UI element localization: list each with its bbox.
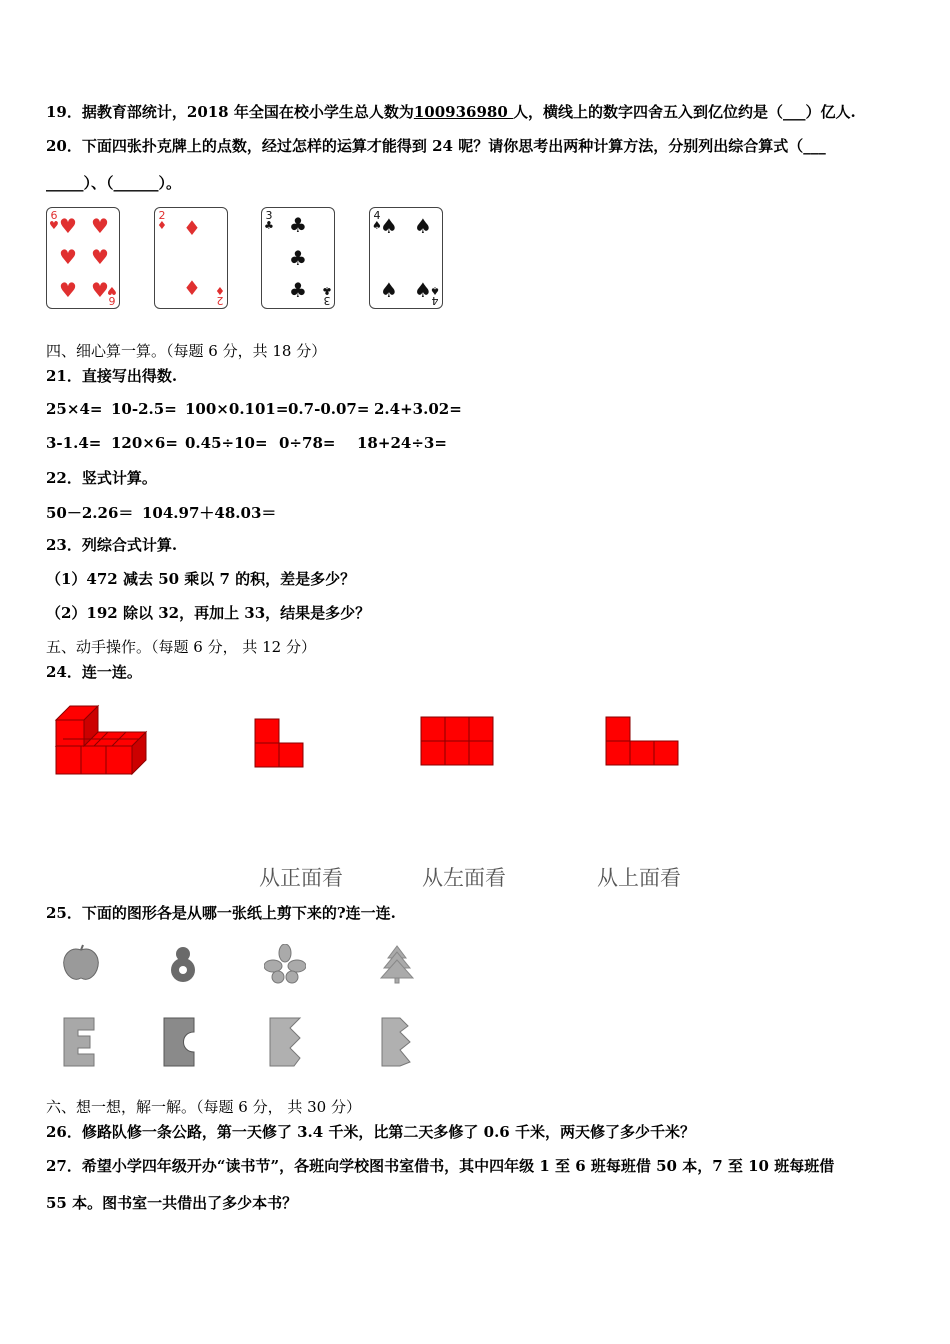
tree-cutout-icon xyxy=(378,944,416,984)
l-shape-long xyxy=(605,716,681,768)
q21-row-1: 25×4= 10-2.5= 100×0.101=0.7-0.07= 2.4+3.02= xyxy=(46,400,462,418)
flower-cutout-icon xyxy=(264,944,306,984)
card-four-spades: 4 ♠ ♠ ♠ ♠ ♠ 4 ♠ xyxy=(369,207,443,309)
question-25-title: 25．下面的图形各是从哪一张纸上剪下来的?连一连. xyxy=(46,904,396,922)
section-6-heading: 六、想一想，解一解。（每题 6 分， 共 30 分） xyxy=(46,1098,361,1116)
paper-c-shape-icon xyxy=(160,1016,198,1068)
spade-icon: ♠ xyxy=(414,278,432,302)
diamond-icon: ♦ xyxy=(183,216,201,240)
diamond-icon: ♦ xyxy=(183,276,201,300)
question-27-line2: 55 本。图书室一共借出了多少本书？ xyxy=(46,1194,298,1212)
gourd-cutout-icon xyxy=(166,944,200,984)
club-icon: ♣ xyxy=(289,246,307,270)
heart-icon: ♥ xyxy=(59,245,77,269)
rectangle-2x3 xyxy=(420,716,496,768)
l-shape-small xyxy=(254,718,306,770)
question-20: 20．下面四张扑克牌上的点数，经过怎样的运算才能得到 24 呢？请你思考出两种计算方法，分别列出综合算式（___ xyxy=(46,137,826,155)
question-23-item-2: （2）192 除以 32，再加上 33，结果是多少？ xyxy=(46,604,371,622)
question-21-title: 21．直接写出得数. xyxy=(46,367,178,385)
club-icon: ♣ xyxy=(289,213,307,237)
spade-icon: ♠ xyxy=(380,278,398,302)
section-4-heading: 四、细心算一算。（每题 6 分，共 18 分） xyxy=(46,342,327,360)
spade-icon: ♠ xyxy=(380,214,398,238)
view-label-left: 从左面看 xyxy=(422,866,506,890)
apple-cutout-icon xyxy=(60,944,102,984)
paper-zigzag-shape-icon xyxy=(268,1016,304,1068)
paper-e-shape-icon xyxy=(62,1016,98,1068)
card-six-hearts: 6 ♥ ♥ ♥ ♥ ♥ ♥ ♥ 6 ♥ xyxy=(46,207,120,309)
club-icon: ♣ xyxy=(289,278,307,302)
question-24-title: 24．连一连。 xyxy=(46,663,142,681)
cube-solid xyxy=(52,702,152,778)
heart-icon: ♥ xyxy=(59,214,77,238)
heart-icon: ♥ xyxy=(59,278,77,302)
card-two-diamonds: 2 ♦ ♦ ♦ 2 ♦ xyxy=(154,207,228,309)
view-label-front: 从正面看 xyxy=(259,866,343,890)
question-23-title: 23．列综合式计算. xyxy=(46,536,178,554)
card-three-clubs: 3 ♣ ♣ ♣ ♣ 3 ♣ xyxy=(261,207,335,309)
question-27: 27．希望小学四年级开办“读书节”，各班向学校图书室借书，其中四年级 1 至 6 班每班借 50 本，7 至 10 班每班借 xyxy=(46,1157,835,1175)
q21-row-2: 3-1.4= 120×6= 0.45÷10= 0÷78= 18+24÷3= xyxy=(46,434,447,452)
question-20-line2: _____）、（______）。 xyxy=(46,174,182,192)
question-23-item-1: （1）472 减去 50 乘以 7 的积，差是多少？ xyxy=(46,570,356,588)
section-5-heading: 五、动手操作。（每题 6 分， 共 12 分） xyxy=(46,638,316,656)
view-label-top: 从上面看 xyxy=(597,866,681,890)
question-22-title: 22．竖式计算。 xyxy=(46,469,157,487)
spade-icon: ♠ xyxy=(414,214,432,238)
paper-tree-edge-shape-icon xyxy=(378,1016,414,1068)
question-26: 26．修路队修一条公路，第一天修了 3.4 千米，比第二天多修了 0.6 千米，两天修了多少千米？ xyxy=(46,1123,695,1141)
underlined-number: 100936980 xyxy=(413,103,514,121)
question-19: 19．据教育部统计，2018 年全国在校小学生总人数为100936980 人，横线上的数字四舍五入到亿位约是（___）亿人. xyxy=(46,103,856,121)
q22-items: 50－2.26＝ 104.97＋48.03＝ xyxy=(46,504,277,522)
heart-icon: ♥ xyxy=(91,245,109,269)
heart-icon: ♥ xyxy=(91,214,109,238)
heart-icon: ♥ xyxy=(91,278,109,302)
